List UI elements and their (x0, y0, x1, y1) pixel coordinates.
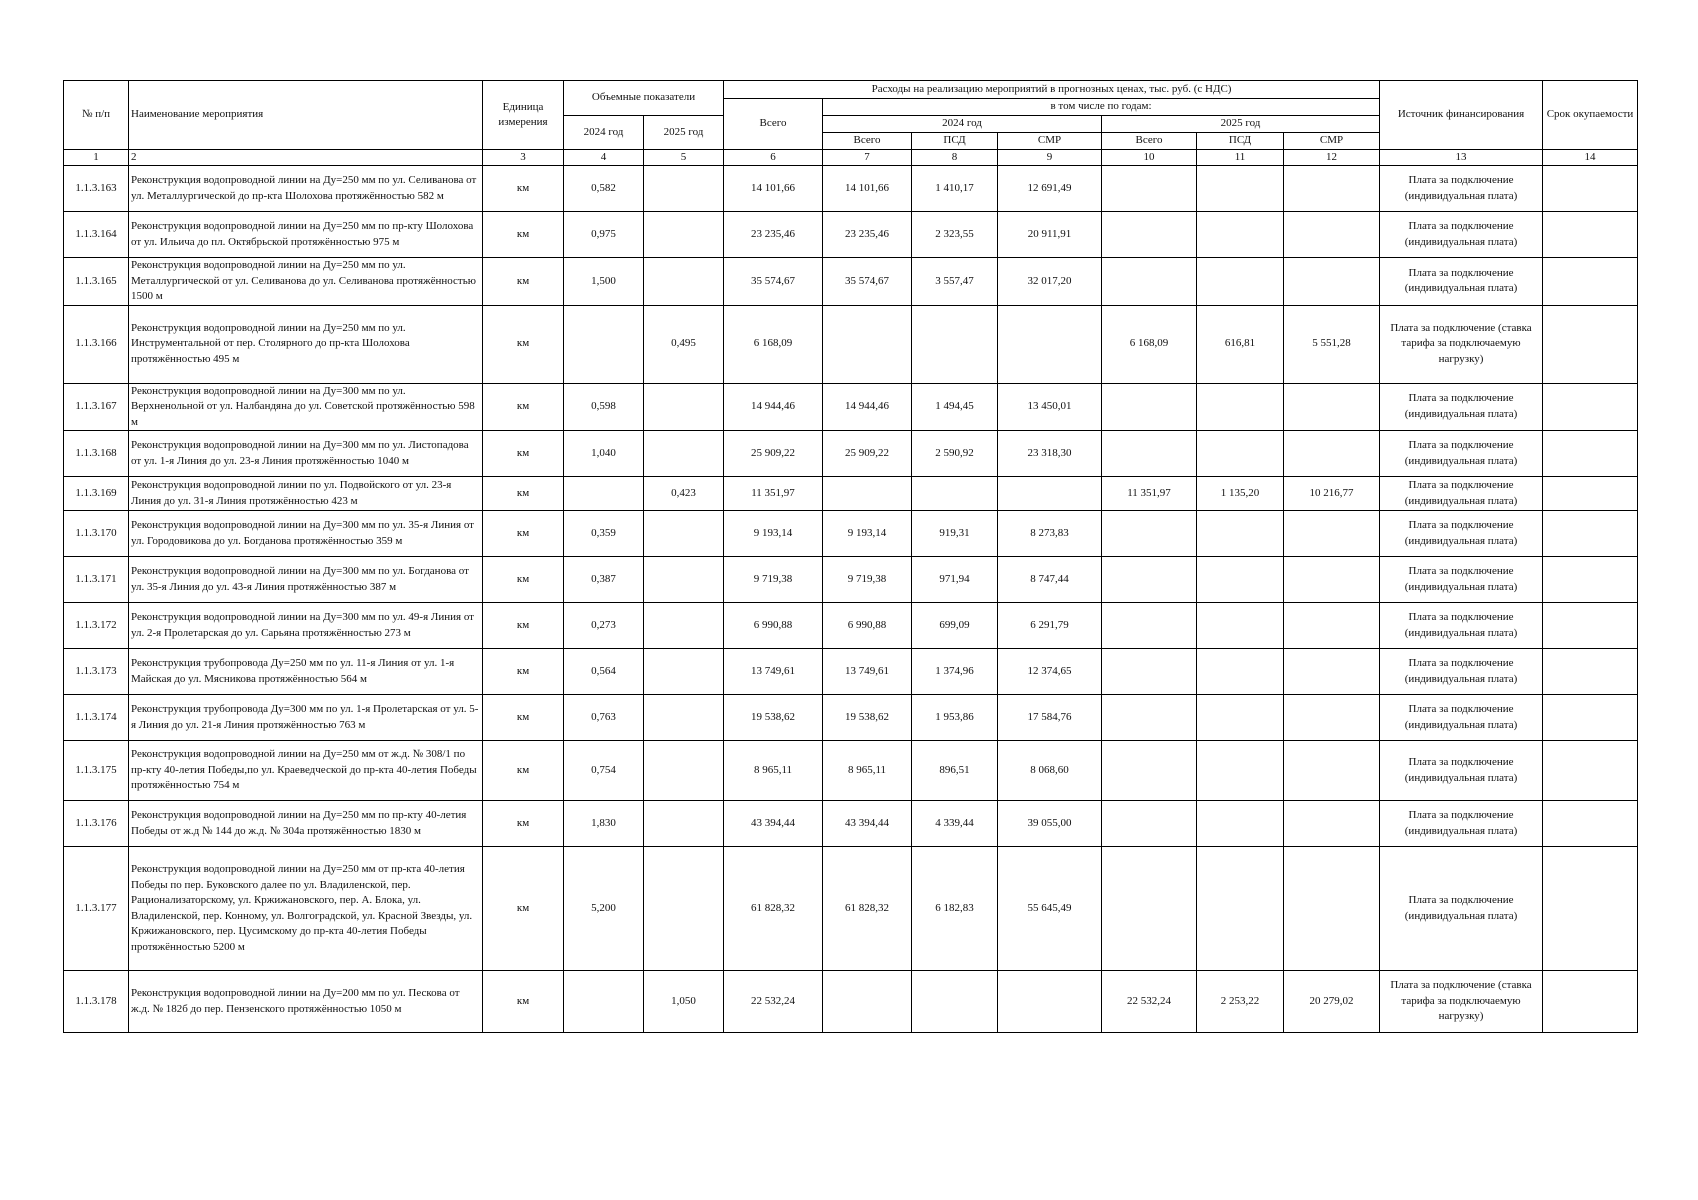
cost-2024-smr-cell: 6 291,79 (998, 603, 1102, 649)
unit-cell: км (483, 383, 564, 431)
funding-source-cell: Плата за подключение (индивидуальная плата) (1380, 649, 1543, 695)
cost-2025-total-cell (1102, 431, 1197, 477)
cost-2024-psd-cell: 919,31 (912, 511, 998, 557)
payback-period-cell (1543, 847, 1638, 971)
volume-2025-cell (644, 431, 724, 477)
cost-2024-psd-cell: 699,09 (912, 603, 998, 649)
cost-2025-smr-cell: 5 551,28 (1284, 305, 1380, 383)
volume-2025-cell (644, 212, 724, 258)
header-year-2024: 2024 год (823, 116, 1102, 133)
volume-2025-cell (644, 166, 724, 212)
unit-cell: км (483, 511, 564, 557)
cost-2025-smr-cell (1284, 383, 1380, 431)
measure-name-cell: Реконструкция водопроводной линии на Ду=250 мм от ж.д. № 308/1 по пр-кту 40-летия Победы,по ул. Краеведческой до пр-кта 40-летия Победы протяжённостью 754 м (129, 741, 483, 801)
measure-name-cell: Реконструкция водопроводной линии на Ду=300 мм по ул. Богданова от ул. 35-я Линия до ул. 43-я Линия протяжённостью 387 м (129, 557, 483, 603)
funding-source-cell: Плата за подключение (индивидуальная плата) (1380, 258, 1543, 306)
table-body (64, 150, 1638, 1033)
cost-2024-smr-cell (998, 477, 1102, 511)
cost-total-cell: 35 574,67 (724, 258, 823, 306)
table-row (64, 383, 1638, 431)
measure-name-cell: Реконструкция водопроводной линии на Ду=300 мм по ул. Листопадова от ул. 1-я Линия до ул. 23-я Линия протяжённостью 1040 м (129, 431, 483, 477)
cost-2024-smr-cell: 39 055,00 (998, 801, 1102, 847)
cost-2024-psd-cell: 3 557,47 (912, 258, 998, 306)
volume-2025-cell (644, 741, 724, 801)
row-number-cell: 1.1.3.174 (64, 695, 129, 741)
table-row (64, 431, 1638, 477)
volume-2025-cell: 0,495 (644, 305, 724, 383)
col-index-11: 11 (1197, 150, 1284, 166)
header-2024-smr: СМР (998, 133, 1102, 150)
cost-total-cell: 23 235,46 (724, 212, 823, 258)
cost-2024-smr-cell (998, 305, 1102, 383)
funding-source-cell: Плата за подключение (ставка тарифа за подключаемую нагрузку) (1380, 971, 1543, 1033)
cost-2025-psd-cell (1197, 847, 1284, 971)
col-index-8: 8 (912, 150, 998, 166)
row-number-cell: 1.1.3.172 (64, 603, 129, 649)
volume-2025-cell (644, 258, 724, 306)
cost-2025-smr-cell (1284, 603, 1380, 649)
cost-2024-psd-cell: 4 339,44 (912, 801, 998, 847)
cost-2024-smr-cell: 13 450,01 (998, 383, 1102, 431)
header-expenses: Расходы на реализацию мероприятий в прогнозных ценах, тыс. руб. (с НДС) (724, 81, 1380, 99)
volume-2024-cell: 0,564 (564, 649, 644, 695)
cost-2024-total-cell: 13 749,61 (823, 649, 912, 695)
cost-2025-total-cell (1102, 741, 1197, 801)
cost-2025-psd-cell (1197, 801, 1284, 847)
cost-2024-total-cell: 23 235,46 (823, 212, 912, 258)
volume-2025-cell (644, 649, 724, 695)
cost-total-cell: 14 101,66 (724, 166, 823, 212)
unit-cell: км (483, 258, 564, 306)
row-number-cell: 1.1.3.170 (64, 511, 129, 557)
cost-2025-smr-cell (1284, 801, 1380, 847)
header-2025-smr: СМР (1284, 133, 1380, 150)
volume-2024-cell (564, 477, 644, 511)
cost-2025-psd-cell (1197, 511, 1284, 557)
unit-cell: км (483, 741, 564, 801)
col-index-14: 14 (1543, 150, 1638, 166)
cost-2024-psd-cell (912, 305, 998, 383)
row-number-cell: 1.1.3.171 (64, 557, 129, 603)
cost-2024-total-cell: 61 828,32 (823, 847, 912, 971)
payback-period-cell (1543, 557, 1638, 603)
unit-cell: км (483, 557, 564, 603)
cost-2024-total-cell (823, 477, 912, 511)
volume-2024-cell: 0,273 (564, 603, 644, 649)
unit-cell: км (483, 695, 564, 741)
volume-2024-cell: 0,359 (564, 511, 644, 557)
cost-2025-smr-cell (1284, 741, 1380, 801)
cost-total-cell: 6 168,09 (724, 305, 823, 383)
funding-source-cell: Плата за подключение (индивидуальная плата) (1380, 847, 1543, 971)
volume-2024-cell: 1,040 (564, 431, 644, 477)
cost-total-cell: 43 394,44 (724, 801, 823, 847)
cost-total-cell: 14 944,46 (724, 383, 823, 431)
cost-2025-total-cell: 11 351,97 (1102, 477, 1197, 511)
payback-period-cell (1543, 971, 1638, 1033)
payback-period-cell (1543, 603, 1638, 649)
cost-2025-smr-cell (1284, 649, 1380, 695)
cost-2024-total-cell: 14 101,66 (823, 166, 912, 212)
cost-total-cell: 6 990,88 (724, 603, 823, 649)
unit-cell: км (483, 847, 564, 971)
payback-period-cell (1543, 477, 1638, 511)
cost-2025-total-cell (1102, 258, 1197, 306)
cost-2025-psd-cell (1197, 383, 1284, 431)
volume-2024-cell: 0,598 (564, 383, 644, 431)
cost-2024-smr-cell (998, 971, 1102, 1033)
funding-source-cell: Плата за подключение (индивидуальная плата) (1380, 431, 1543, 477)
funding-source-cell: Плата за подключение (индивидуальная плата) (1380, 383, 1543, 431)
funding-source-cell: Плата за подключение (индивидуальная плата) (1380, 801, 1543, 847)
volume-2024-cell: 0,763 (564, 695, 644, 741)
cost-2024-total-cell: 9 719,38 (823, 557, 912, 603)
cost-total-cell: 8 965,11 (724, 741, 823, 801)
measure-name-cell: Реконструкция водопроводной линии на Ду=300 мм по ул. Верхненольной от ул. Налбандяна до ул. Советской протяжённостью 598 м (129, 383, 483, 431)
payback-period-cell (1543, 741, 1638, 801)
funding-source-cell: Плата за подключение (ставка тарифа за подключаемую нагрузку) (1380, 305, 1543, 383)
col-index-7: 7 (823, 150, 912, 166)
cost-2025-total-cell (1102, 212, 1197, 258)
cost-2025-total-cell (1102, 511, 1197, 557)
cost-total-cell: 25 909,22 (724, 431, 823, 477)
cost-2025-psd-cell (1197, 166, 1284, 212)
table-row (64, 971, 1638, 1033)
measure-name-cell: Реконструкция водопроводной линии на Ду=250 мм по ул. Селиванова от ул. Металлургической до пр-кта Шолохова протяжённостью 582 м (129, 166, 483, 212)
table-row (64, 477, 1638, 511)
cost-2024-total-cell: 19 538,62 (823, 695, 912, 741)
volume-2024-cell: 1,500 (564, 258, 644, 306)
cost-2024-psd-cell: 971,94 (912, 557, 998, 603)
cost-2024-total-cell: 9 193,14 (823, 511, 912, 557)
measure-name-cell: Реконструкция водопроводной линии на Ду=250 мм по пр-кту 40-летия Победы от ж.д № 144 до ж.д. № 304а протяжённостью 1830 м (129, 801, 483, 847)
cost-2024-smr-cell: 20 911,91 (998, 212, 1102, 258)
measure-name-cell: Реконструкция водопроводной линии на Ду=300 мм по ул. 49-я Линия от ул. 2-я Пролетарская до ул. Сарьяна протяжённостью 273 м (129, 603, 483, 649)
volume-2025-cell (644, 557, 724, 603)
cost-2025-psd-cell (1197, 649, 1284, 695)
col-index-1: 1 (64, 150, 129, 166)
funding-source-cell: Плата за подключение (индивидуальная плата) (1380, 477, 1543, 511)
cost-2024-smr-cell: 12 374,65 (998, 649, 1102, 695)
measure-name-cell: Реконструкция водопроводной линии по ул. Подвойского от ул. 23-я Линия до ул. 31-я Линия протяжённостью 423 м (129, 477, 483, 511)
table-header (64, 81, 1638, 150)
header-volume: Объемные показатели (564, 81, 724, 116)
unit-cell: км (483, 166, 564, 212)
unit-cell: км (483, 305, 564, 383)
row-number-cell: 1.1.3.165 (64, 258, 129, 306)
funding-source-cell: Плата за подключение (индивидуальная плата) (1380, 695, 1543, 741)
col-index-10: 10 (1102, 150, 1197, 166)
table-row (64, 305, 1638, 383)
row-number-cell: 1.1.3.163 (64, 166, 129, 212)
cost-2024-psd-cell: 896,51 (912, 741, 998, 801)
cost-2025-smr-cell (1284, 166, 1380, 212)
cost-total-cell: 19 538,62 (724, 695, 823, 741)
cost-total-cell: 11 351,97 (724, 477, 823, 511)
volume-2024-cell (564, 305, 644, 383)
cost-2024-total-cell: 14 944,46 (823, 383, 912, 431)
cost-2025-smr-cell (1284, 511, 1380, 557)
volume-2025-cell (644, 383, 724, 431)
col-index-5: 5 (644, 150, 724, 166)
cost-2025-psd-cell (1197, 695, 1284, 741)
funding-source-cell: Плата за подключение (индивидуальная плата) (1380, 603, 1543, 649)
row-number-cell: 1.1.3.173 (64, 649, 129, 695)
funding-source-cell: Плата за подключение (индивидуальная плата) (1380, 212, 1543, 258)
row-number-cell: 1.1.3.178 (64, 971, 129, 1033)
table-row (64, 741, 1638, 801)
cost-total-cell: 9 193,14 (724, 511, 823, 557)
cost-2025-total-cell (1102, 649, 1197, 695)
column-index-row (64, 150, 1638, 166)
payback-period-cell (1543, 305, 1638, 383)
cost-2024-total-cell: 8 965,11 (823, 741, 912, 801)
payback-period-cell (1543, 383, 1638, 431)
volume-2025-cell (644, 695, 724, 741)
cost-2025-smr-cell: 10 216,77 (1284, 477, 1380, 511)
cost-2025-psd-cell (1197, 258, 1284, 306)
cost-2025-psd-cell (1197, 557, 1284, 603)
header-source: Источник финансирования (1380, 81, 1543, 150)
cost-2025-total-cell: 22 532,24 (1102, 971, 1197, 1033)
row-number-cell: 1.1.3.168 (64, 431, 129, 477)
row-number-cell: 1.1.3.164 (64, 212, 129, 258)
cost-total-cell: 22 532,24 (724, 971, 823, 1033)
cost-2024-total-cell: 43 394,44 (823, 801, 912, 847)
cost-2024-smr-cell: 32 017,20 (998, 258, 1102, 306)
col-index-13: 13 (1380, 150, 1543, 166)
unit-cell: км (483, 971, 564, 1033)
col-index-9: 9 (998, 150, 1102, 166)
header-name: Наименование мероприятия (129, 81, 483, 150)
cost-2024-psd-cell: 1 410,17 (912, 166, 998, 212)
cost-2024-smr-cell: 8 747,44 (998, 557, 1102, 603)
row-number-cell: 1.1.3.167 (64, 383, 129, 431)
table-row (64, 258, 1638, 306)
cost-2024-smr-cell: 55 645,49 (998, 847, 1102, 971)
cost-2024-psd-cell: 1 494,45 (912, 383, 998, 431)
header-by-years: в том числе по годам: (823, 99, 1380, 116)
header-num: № п/п (64, 81, 129, 150)
cost-2024-smr-cell: 17 584,76 (998, 695, 1102, 741)
cost-2025-total-cell (1102, 383, 1197, 431)
cost-2025-total-cell (1102, 801, 1197, 847)
funding-source-cell: Плата за подключение (индивидуальная плата) (1380, 557, 1543, 603)
measure-name-cell: Реконструкция водопроводной линии на Ду=200 мм по ул. Пескова от ж.д. № 182б до пер. Пензенского протяжённостью 1050 м (129, 971, 483, 1033)
cost-2025-smr-cell (1284, 557, 1380, 603)
payback-period-cell (1543, 801, 1638, 847)
col-index-6: 6 (724, 150, 823, 166)
cost-2024-total-cell (823, 971, 912, 1033)
cost-2024-total-cell (823, 305, 912, 383)
cost-2025-psd-cell (1197, 212, 1284, 258)
volume-2025-cell (644, 511, 724, 557)
row-number-cell: 1.1.3.166 (64, 305, 129, 383)
header-year-2025: 2025 год (1102, 116, 1380, 133)
header-2024-psd: ПСД (912, 133, 998, 150)
measure-name-cell: Реконструкция водопроводной линии на Ду=250 мм от пр-кта 40-летия Победы по пер. Буковского далее по ул. Владиленской, пер. Рационализаторскому, ул. Кржижановского, пер. А. Блока, ул. Владиленской, пер. Конному, ул. Волгоградской, ул. Красной Звезды, ул. Кржижановского, пер. Цусимскому до пр-кта 40-летия Победы протяжённостью 5200 м (129, 847, 483, 971)
cost-2025-psd-cell (1197, 431, 1284, 477)
header-2025-total: Всего (1102, 133, 1197, 150)
volume-2024-cell: 0,387 (564, 557, 644, 603)
cost-2024-psd-cell: 1 953,86 (912, 695, 998, 741)
volume-2024-cell: 5,200 (564, 847, 644, 971)
measure-name-cell: Реконструкция трубопровода Ду=300 мм по ул. 1-я Пролетарская от ул. 5-я Линия до ул. 21-я Линия протяжённостью 763 м (129, 695, 483, 741)
col-index-3: 3 (483, 150, 564, 166)
cost-2024-smr-cell: 23 318,30 (998, 431, 1102, 477)
cost-2025-psd-cell: 2 253,22 (1197, 971, 1284, 1033)
header-total: Всего (724, 99, 823, 150)
cost-2025-smr-cell (1284, 212, 1380, 258)
table-row (64, 511, 1638, 557)
volume-2024-cell: 0,582 (564, 166, 644, 212)
cost-2024-total-cell: 6 990,88 (823, 603, 912, 649)
payback-period-cell (1543, 431, 1638, 477)
measure-name-cell: Реконструкция водопроводной линии на Ду=250 мм по ул. Металлургической от ул. Селиванова до ул. Селиванова протяжённостью 1500 м (129, 258, 483, 306)
row-number-cell: 1.1.3.175 (64, 741, 129, 801)
cost-total-cell: 9 719,38 (724, 557, 823, 603)
cost-2024-total-cell: 25 909,22 (823, 431, 912, 477)
table-row (64, 695, 1638, 741)
payback-period-cell (1543, 649, 1638, 695)
table-row (64, 847, 1638, 971)
cost-2025-psd-cell (1197, 603, 1284, 649)
row-number-cell: 1.1.3.169 (64, 477, 129, 511)
col-index-2: 2 (129, 150, 483, 166)
cost-2025-total-cell (1102, 166, 1197, 212)
cost-2025-smr-cell (1284, 431, 1380, 477)
unit-cell: км (483, 801, 564, 847)
cost-2025-smr-cell: 20 279,02 (1284, 971, 1380, 1033)
header-unit: Единица измерения (483, 81, 564, 150)
volume-2024-cell: 1,830 (564, 801, 644, 847)
cost-2025-total-cell (1102, 695, 1197, 741)
payback-period-cell (1543, 695, 1638, 741)
cost-2024-psd-cell: 6 182,83 (912, 847, 998, 971)
volume-2024-cell: 0,754 (564, 741, 644, 801)
unit-cell: км (483, 477, 564, 511)
cost-2025-total-cell: 6 168,09 (1102, 305, 1197, 383)
volume-2025-cell: 0,423 (644, 477, 724, 511)
funding-source-cell: Плата за подключение (индивидуальная плата) (1380, 166, 1543, 212)
table-row (64, 212, 1638, 258)
table-row (64, 557, 1638, 603)
row-number-cell: 1.1.3.177 (64, 847, 129, 971)
measure-name-cell: Реконструкция водопроводной линии на Ду=250 мм по ул. Инструментальной от пер. Столярного до пр-кта Шолохова протяжённостью 495 м (129, 305, 483, 383)
funding-source-cell: Плата за подключение (индивидуальная плата) (1380, 511, 1543, 557)
volume-2025-cell (644, 847, 724, 971)
cost-2025-smr-cell (1284, 258, 1380, 306)
cost-2024-psd-cell: 2 590,92 (912, 431, 998, 477)
cost-2025-psd-cell: 616,81 (1197, 305, 1284, 383)
cost-2025-smr-cell (1284, 847, 1380, 971)
table-row (64, 649, 1638, 695)
payback-period-cell (1543, 511, 1638, 557)
unit-cell: км (483, 603, 564, 649)
table-row (64, 166, 1638, 212)
volume-2025-cell (644, 801, 724, 847)
cost-total-cell: 13 749,61 (724, 649, 823, 695)
measure-name-cell: Реконструкция трубопровода Ду=250 мм по ул. 11-я Линия от ул. 1-я Майская до ул. Мясникова протяжённостью 564 м (129, 649, 483, 695)
cost-2024-psd-cell (912, 971, 998, 1033)
table-row (64, 801, 1638, 847)
cost-total-cell: 61 828,32 (724, 847, 823, 971)
cost-2024-psd-cell: 2 323,55 (912, 212, 998, 258)
volume-2024-cell: 0,975 (564, 212, 644, 258)
row-number-cell: 1.1.3.176 (64, 801, 129, 847)
cost-2024-smr-cell: 8 273,83 (998, 511, 1102, 557)
cost-2025-psd-cell: 1 135,20 (1197, 477, 1284, 511)
unit-cell: км (483, 212, 564, 258)
header-payback: Срок окупаемости (1543, 81, 1638, 150)
cost-2024-smr-cell: 8 068,60 (998, 741, 1102, 801)
cost-2025-smr-cell (1284, 695, 1380, 741)
payback-period-cell (1543, 258, 1638, 306)
header-vol-2024: 2024 год (564, 116, 644, 150)
measure-name-cell: Реконструкция водопроводной линии на Ду=300 мм по ул. 35-я Линия от ул. Городовикова до ул. Богданова протяжённостью 359 м (129, 511, 483, 557)
cost-2025-psd-cell (1197, 741, 1284, 801)
table-row (64, 603, 1638, 649)
unit-cell: км (483, 431, 564, 477)
cost-2025-total-cell (1102, 557, 1197, 603)
investment-table (63, 80, 1638, 1033)
measure-name-cell: Реконструкция водопроводной линии на Ду=250 мм по пр-кту Шолохова от ул. Ильича до пл. Октябрьской протяжённостью 975 м (129, 212, 483, 258)
funding-source-cell: Плата за подключение (индивидуальная плата) (1380, 741, 1543, 801)
col-index-12: 12 (1284, 150, 1380, 166)
volume-2024-cell (564, 971, 644, 1033)
payback-period-cell (1543, 212, 1638, 258)
volume-2025-cell: 1,050 (644, 971, 724, 1033)
volume-2025-cell (644, 603, 724, 649)
cost-2025-total-cell (1102, 847, 1197, 971)
payback-period-cell (1543, 166, 1638, 212)
header-2025-psd: ПСД (1197, 133, 1284, 150)
cost-2025-total-cell (1102, 603, 1197, 649)
header-vol-2025: 2025 год (644, 116, 724, 150)
cost-2024-psd-cell: 1 374,96 (912, 649, 998, 695)
cost-2024-total-cell: 35 574,67 (823, 258, 912, 306)
cost-2024-psd-cell (912, 477, 998, 511)
cost-2024-smr-cell: 12 691,49 (998, 166, 1102, 212)
unit-cell: км (483, 649, 564, 695)
header-2024-total: Всего (823, 133, 912, 150)
document-sheet (63, 80, 1637, 1033)
col-index-4: 4 (564, 150, 644, 166)
